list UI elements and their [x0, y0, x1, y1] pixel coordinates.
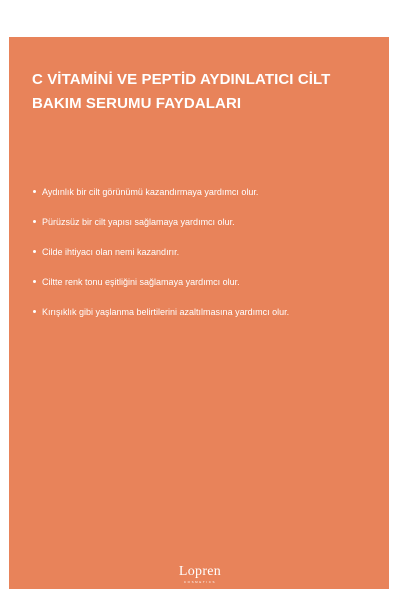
benefit-text: Kırışıklık gibi yaşlanma belirtilerini azaltılmasına yardımcı olur. [42, 307, 290, 317]
bullet-icon [33, 280, 36, 283]
bullet-icon [33, 190, 36, 193]
benefit-item [33, 275, 378, 305]
benefit-item [33, 245, 378, 275]
benefits-list [33, 185, 378, 335]
page-title: C VİTAMİNİ VE PEPTİD AYDINLATICI CİLT BAKIM SERUMU FAYDALARI [32, 71, 331, 112]
brand-name: Lopren [178, 564, 222, 579]
benefit-text: Cilde ihtiyacı olan nemi kazandırır. [42, 247, 180, 257]
benefit-item [33, 305, 378, 335]
bullet-icon [33, 220, 36, 223]
bullet-icon [33, 310, 36, 313]
benefit-text: Pürüzsüz bir cilt yapısı sağlamaya yardımcı olur. [42, 217, 235, 227]
benefit-item [33, 215, 378, 245]
benefit-text: Ciltte renk tonu eşitliğini sağlamaya yardımcı olur. [42, 277, 240, 287]
brand-subtitle: COSMETICS [183, 580, 217, 584]
benefit-item [33, 185, 378, 215]
bullet-icon [33, 250, 36, 253]
benefit-text: Aydınlık bir cilt görünümü kazandırmaya yardımcı olur. [42, 187, 259, 197]
brand-logo [0, 565, 400, 584]
